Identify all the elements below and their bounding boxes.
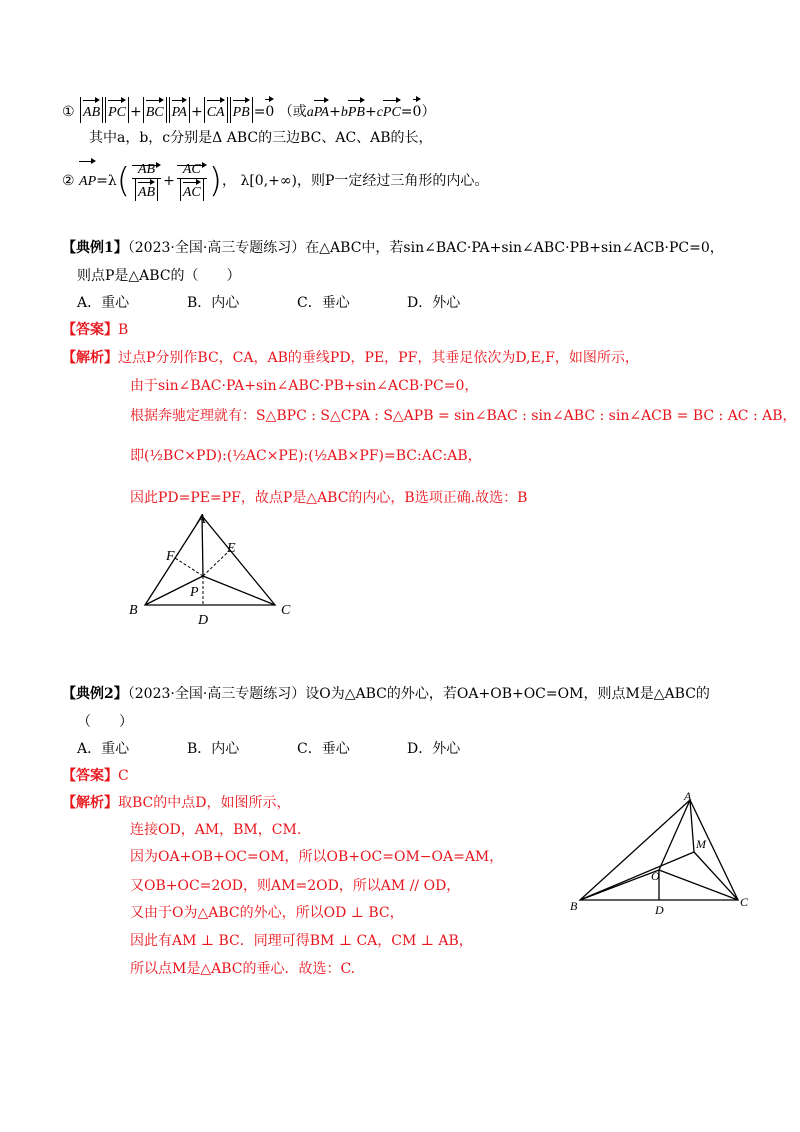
example-1-answer xyxy=(62,320,128,340)
analysis-line: 因此PD=PE=PF，故点P是△ABC的内心，B选项正确.故选：B xyxy=(130,490,528,506)
analysis-line: 过点P分别作BC，CA，AB的垂线PD，PE，PF，其垂足依次为D,E,F，如图所示， xyxy=(118,350,639,366)
option-b: B．内心 xyxy=(187,295,240,311)
formula-1-number: ① xyxy=(62,104,75,120)
example-1-stem-a: 在△ABC中，若sin∠BAC·PA+sin∠ABC·PB+sin∠ACB·PC=0， xyxy=(305,240,724,256)
label-O: O xyxy=(651,869,660,883)
example-2-source: （2023·全国·高三专题练习） xyxy=(127,686,306,702)
analysis-line: 又由于O为△ABC的外心，所以OD ⊥ BC， xyxy=(130,905,404,921)
label-D: D xyxy=(655,903,664,917)
label-D: D xyxy=(198,613,209,628)
label-A: A xyxy=(684,789,692,803)
answer-value: C xyxy=(118,768,129,784)
example-2-options xyxy=(77,739,460,759)
label-C: C xyxy=(281,603,291,618)
label-E: E xyxy=(227,541,236,556)
label-F: F xyxy=(166,549,175,564)
analysis-line: 又OB+OC=2OD，则AM=2OD，所以AM // OD， xyxy=(130,878,461,894)
example-2-answer xyxy=(62,766,129,786)
formula-2: ② AP=λ( $\frac{AB}{AB}$ + $\frac{AC}{AC}$ )， λ[0,+∞)，则P一定经过三角形的内心。 xyxy=(62,158,488,201)
example-2-analysis-1 xyxy=(62,793,290,813)
option-b: B．内心 xyxy=(187,741,240,757)
example-1-analysis-1 xyxy=(62,348,639,368)
figure-triangle-incenter xyxy=(125,510,305,628)
option-d: D．外心 xyxy=(407,295,461,311)
option-c: C．垂心 xyxy=(297,295,350,311)
example-2-label: 【典例2】 xyxy=(62,686,128,702)
formula-2-number: ② xyxy=(62,173,75,189)
label-B: B xyxy=(570,899,578,913)
formula-1-alt: （或 xyxy=(278,104,307,120)
formula-1-alt-close: ） xyxy=(421,104,436,120)
figure-triangle-orthocenter xyxy=(568,788,758,918)
option-c: C．垂心 xyxy=(297,741,350,757)
example-2-stem xyxy=(62,684,710,704)
formula-2-tail: λ[0,+∞)，则P一定经过三角形的内心。 xyxy=(240,173,489,189)
analysis-line: 取BC的中点D，如图所示， xyxy=(118,795,291,811)
answer-value: B xyxy=(118,322,129,338)
analysis-label: 【解析】 xyxy=(62,795,118,811)
example-1-options xyxy=(77,293,460,313)
answer-label: 【答案】 xyxy=(62,768,118,784)
example-2-stem-a: 设O为△ABC的外心，若OA+OB+OC=OM，则点M是△ABC的 xyxy=(305,686,710,702)
label-M: M xyxy=(696,837,706,851)
option-a: A．重心 xyxy=(77,741,130,757)
label-P: P xyxy=(190,585,199,600)
example-2-stem-b: （ ） xyxy=(77,714,133,730)
example-1-label: 【典例1】 xyxy=(62,240,128,256)
analysis-line: 连接OD，AM，BM，CM. xyxy=(130,822,302,838)
option-d: D．外心 xyxy=(407,741,461,757)
example-1-stem xyxy=(62,238,724,258)
example-1-source: （2023·全国·高三专题练习） xyxy=(127,240,306,256)
intro-line-2: 其中a，b，c分别是Δ ABC的三边BC、AC、AB的长， xyxy=(89,130,433,146)
label-C: C xyxy=(740,895,749,909)
analysis-label: 【解析】 xyxy=(62,350,118,366)
label-B: B xyxy=(129,603,138,618)
formula-1: ① AB PC + BC PA + CA PB =0 （或aPA+bPB+cPC=0） xyxy=(62,96,435,123)
analysis-line: 根据奔驰定理就有：S△BPC : S△CPA : S△APB = sin∠BAC : sin∠ABC : sin∠ACB = BC : AC : AB， xyxy=(130,408,797,424)
analysis-line: 因此有AM ⊥ BC．同理可得BM ⊥ CA，CM ⊥ AB， xyxy=(130,933,473,949)
answer-label: 【答案】 xyxy=(62,322,118,338)
analysis-line: 因为OA+OB+OC=OM，所以OB+OC=OM−OA=AM， xyxy=(130,849,504,865)
analysis-line: 即(½BC×PD):(½AC×PE):(½AB×PF)=BC:AC:AB， xyxy=(130,448,482,464)
option-a: A．重心 xyxy=(77,295,130,311)
example-1-stem-b: 则点P是△ABC的（ ） xyxy=(77,268,241,284)
label-A: A xyxy=(197,512,206,527)
analysis-line: 所以点M是△ABC的垂心．故选：C. xyxy=(130,961,356,977)
analysis-line: 由于sin∠BAC·PA+sin∠ABC·PB+sin∠ACB·PC=0， xyxy=(130,378,479,394)
